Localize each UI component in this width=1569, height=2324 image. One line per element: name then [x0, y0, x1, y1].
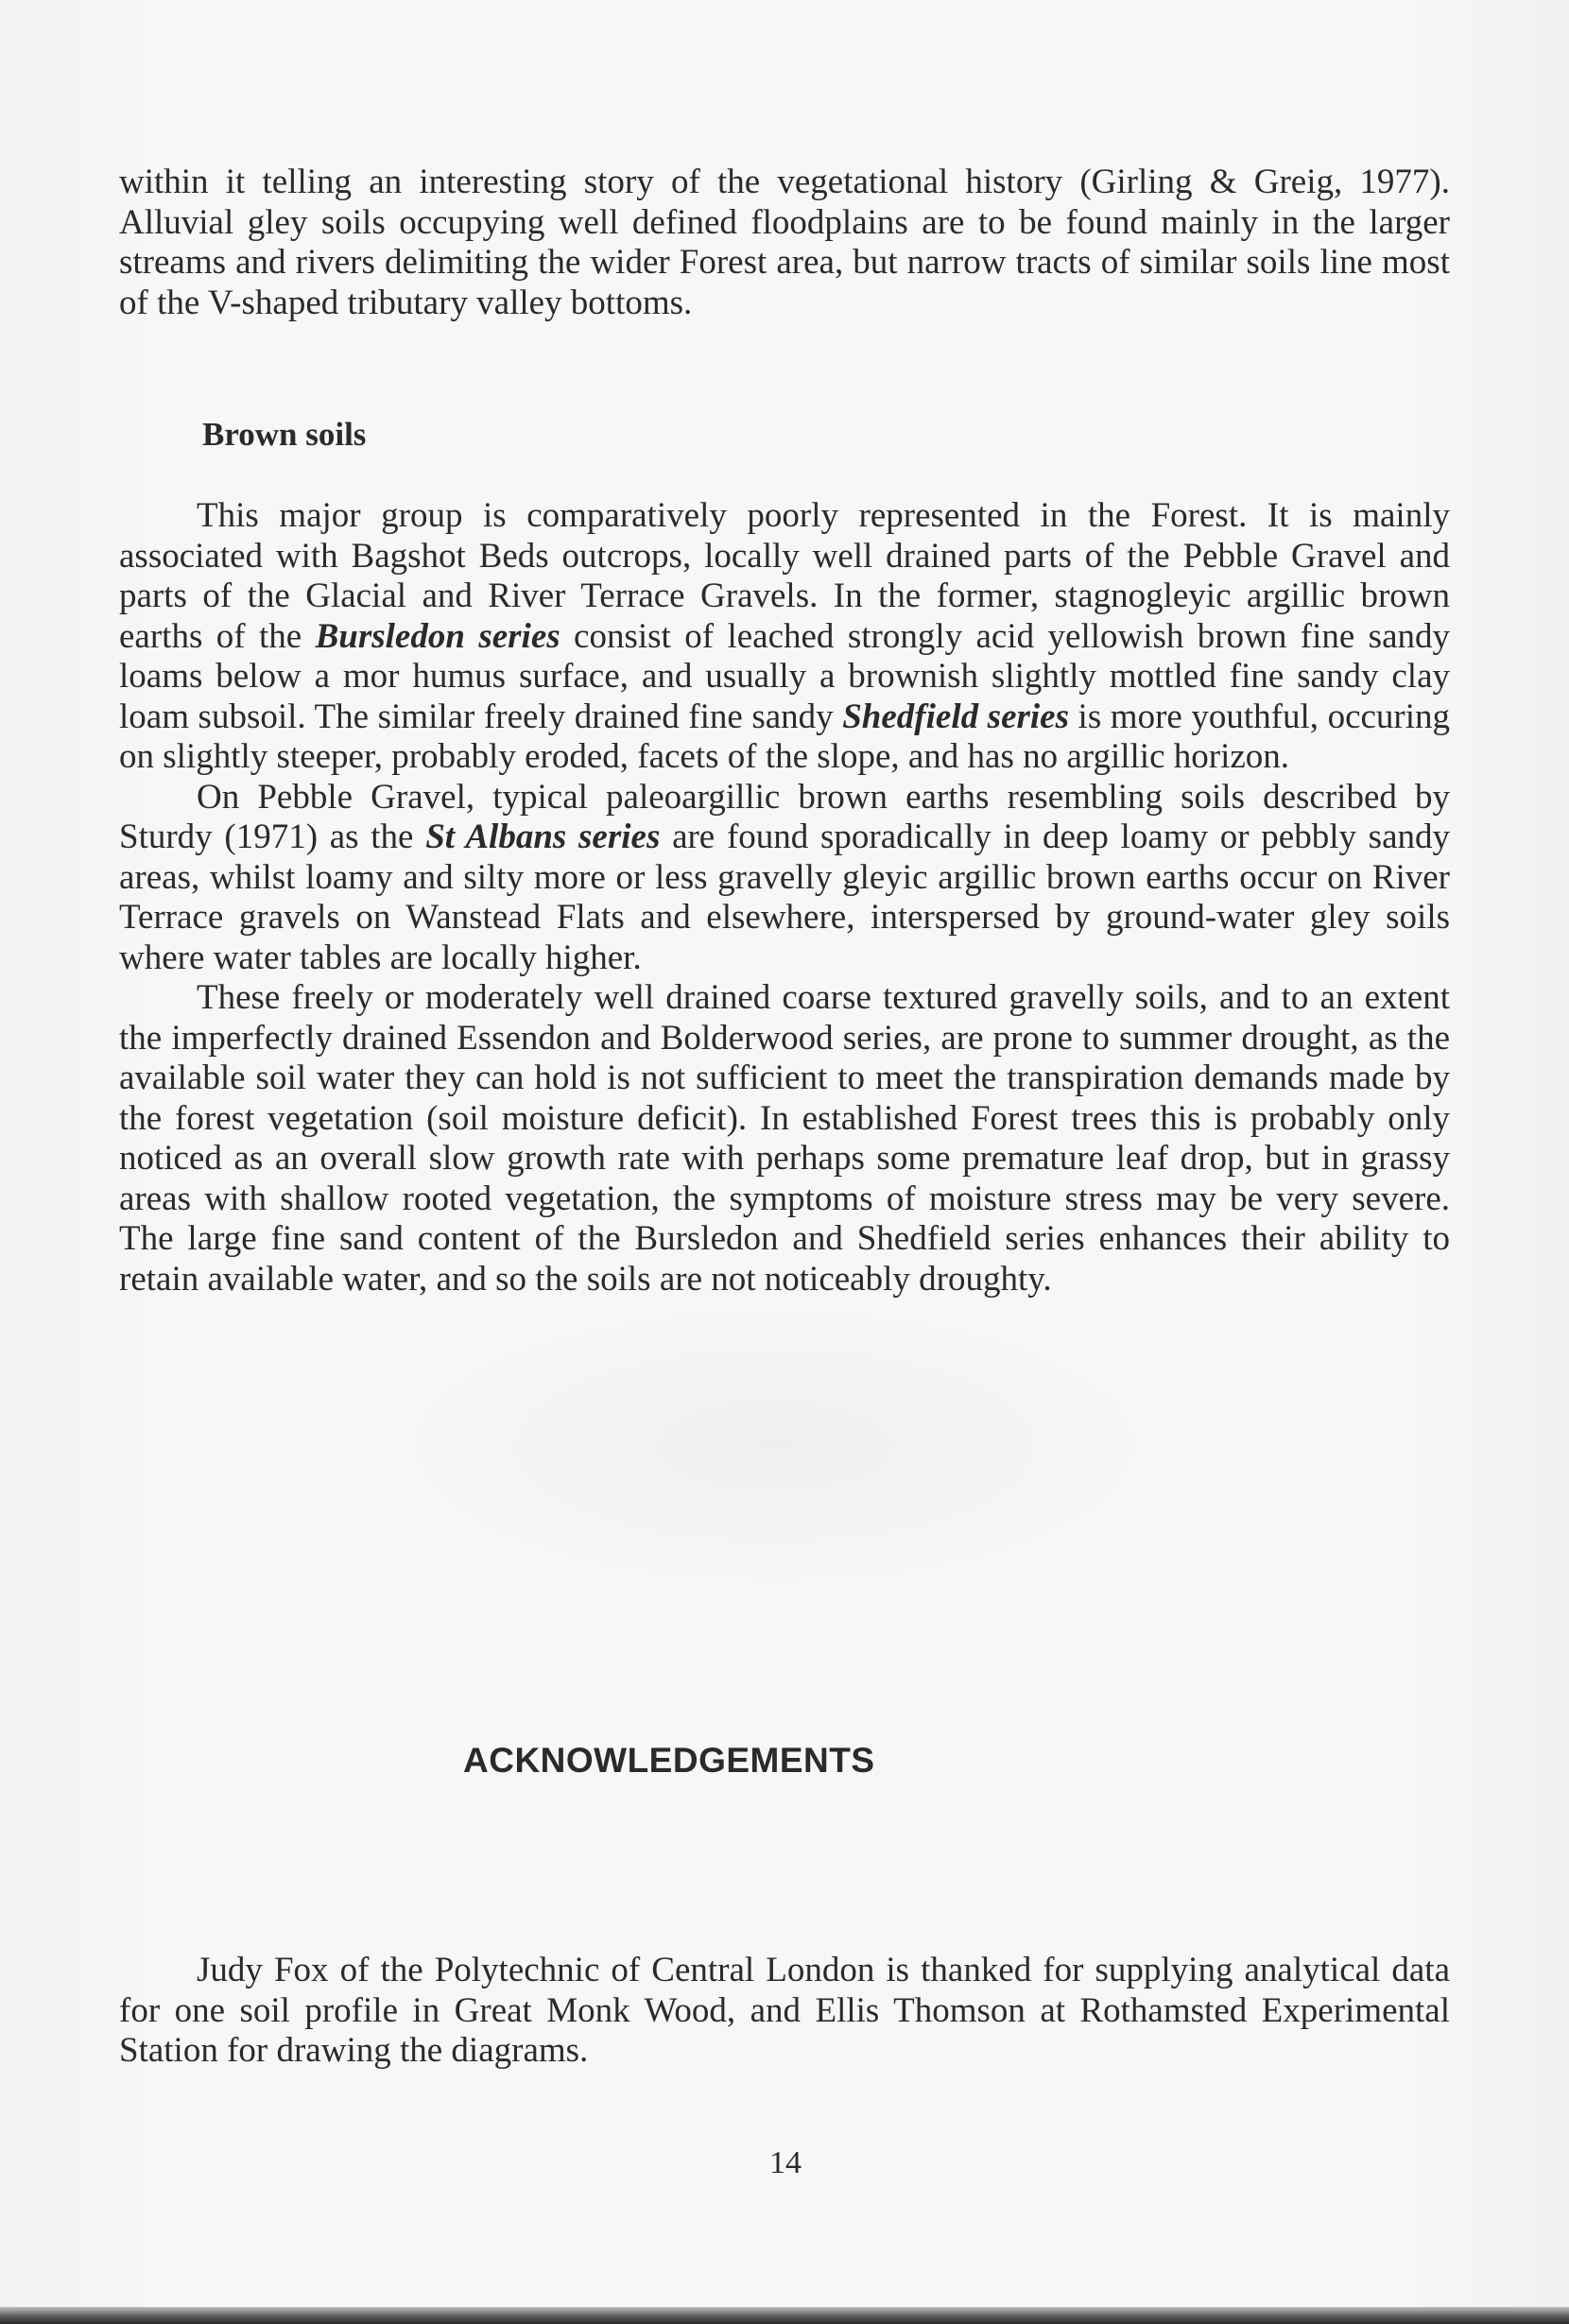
intro-paragraph: within it telling an interesting story of the vegetational history (Girling & Greig, 1977). Alluvial gley soils occupying well defined floodplains are to be found mainly in the larger streams and rivers delimiting the wider Forest area, but narrow tracts of similar soils line most of the V-shaped tributary valley bottoms. [119, 163, 1450, 322]
page-number: 14 [769, 2145, 802, 2180]
brown-soils-paragraph-3: These freely or moderately well drained coarse textured gravelly soils, and to an extent the imperfectly drained Essendon and Bolderwood series, are prone to summer drought, as the available soil water they can hold is not sufficient to meet the transpiration demands made by the forest vegetation (soil moisture deficit). In established Forest trees this is probably only noticed as an overall slow growth rate with perhaps some premature leaf drop, but in grassy areas with shallow rooted vegetation, the symptoms of moisture stress may be very severe. The large fine sand content of the Bursledon and Shedfield series enhances their ability to retain available water, and so the soils are not noticeably droughty. [119, 978, 1450, 1299]
paragraph-text: are found sporadically in deep loamy or pebbly sandy areas, whilst loamy and silty more or less gravelly gleyic argillic brown earths occur on River Terrace gravels on Wanstead Flats and elsewhere, interspersed by ground-water gley soils where water tables are locally higher. [119, 818, 1450, 977]
paragraph-text: consist of leached strongly acid yellowish brown fine sandy loams below a mor humus surface, and usually a brownish slightly mottled fine sandy clay loam subsoil. The similar freely drained fine sandy [119, 616, 1450, 736]
shedfield-series-term: Shedfield series [842, 697, 1069, 736]
brown-soils-body [119, 496, 1450, 1300]
bursledon-series-term: Bursledon series [315, 616, 560, 656]
show-through-shadow [397, 1304, 1153, 1588]
page-bottom-edge [0, 2307, 1569, 2324]
st-albans-series-term: St Albans series [425, 818, 661, 856]
paragraph-text: is more youthful, occuring on slightly steeper, probably eroded, facets of the slope, and has no argillic horizon. [119, 697, 1451, 776]
acknowledgements-paragraph: Judy Fox of the Polytechnic of Central London is thanked for supplying analytical data for one soil profile in Great Monk Wood, and Ellis Thomson at Rothamsted Experimental Station for drawing the diagrams. [119, 1951, 1450, 2070]
acknowledgements-body [119, 1951, 1450, 2072]
intro-paragraph-block [119, 163, 1450, 323]
brown-soils-paragraph-2 [119, 778, 1450, 979]
brown-soils-heading: Brown soils [202, 416, 367, 453]
acknowledgements-heading: ACKNOWLEDGEMENTS [463, 1741, 875, 1780]
paragraph-text: This major group is comparatively poorly represented in the Forest. It is mainly associated with Bagshot Beds outcrops, locally well drained parts of the Pebble Gravel and parts of the Glacial and River Terrace Gravels. In the former, stagnogleyic argillic brown earths of the [119, 496, 1450, 656]
paragraph-text: On Pebble Gravel, typical paleoargillic brown earths resembling soils described by Sturdy (1971) as the [119, 777, 1450, 856]
brown-soils-paragraph-1 [119, 496, 1450, 778]
